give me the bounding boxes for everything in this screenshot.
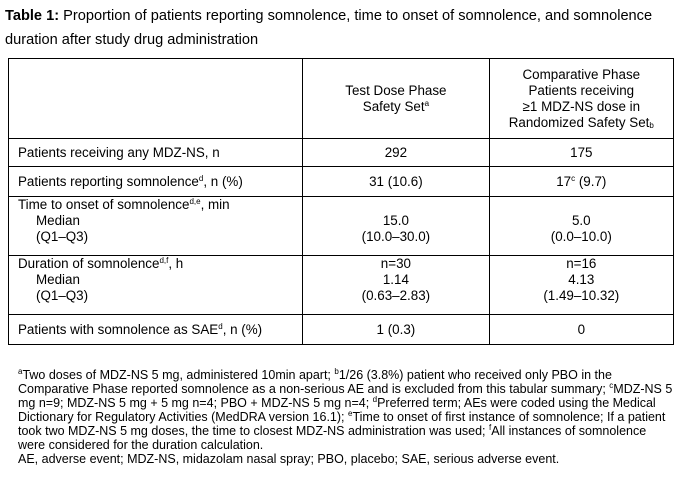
row-label-suffix: , n (%): [203, 173, 243, 189]
header-col3-line1: Comparative Phase: [522, 66, 641, 82]
table-row: [9, 256, 674, 315]
caption-label: Table 1:: [5, 8, 60, 24]
value-iqr: (0.0–10.0): [550, 229, 612, 244]
footnote-a: Two doses of MDZ-NS 5 mg, administered 10min apart;: [22, 368, 335, 382]
value-main: 17: [556, 173, 572, 189]
value-iqr: (10.0–30.0): [361, 229, 431, 244]
table-footnotes: [18, 368, 674, 466]
value-median: 5.0: [571, 213, 591, 228]
row-sublabel-iqr: (Q1–Q3): [36, 288, 89, 303]
footnote-d-marker: d: [372, 395, 378, 404]
row-label-suffix: , n (%): [222, 321, 263, 337]
row-label-suffix: , min: [200, 197, 230, 212]
value-iqr: (1.49–10.32): [543, 288, 620, 303]
value-iqr: (0.63–2.83): [361, 288, 431, 303]
row-sublabel-median: Median: [36, 272, 80, 287]
footnote-b: 1/26 (3.8%) patient who received only PBO in the Comparative Phase reported somnolence as a non-serious AE and is excluded from this tabular summary;: [18, 368, 612, 396]
row-label-text: Duration of somnolence: [18, 256, 160, 271]
table-row: [9, 315, 674, 345]
value-suffix: (9.7): [575, 173, 607, 189]
row-label-sup: d: [198, 173, 204, 183]
value-median: 4.13: [568, 272, 595, 287]
row-label-text: Patients with somnolence as SAE: [18, 321, 219, 337]
header-col3-sub: b: [649, 120, 654, 130]
row-label-suffix: , h: [168, 256, 184, 271]
value-blank: [490, 197, 673, 213]
row-value-test-dose: 1 (0.3): [303, 315, 489, 345]
header-col3-line2: Patients receiving: [528, 82, 635, 98]
row-value-test-dose: 31 (10.6): [303, 167, 489, 197]
header-col3-line4: Randomized Safety Set: [508, 114, 650, 130]
row-label: Patients receiving any MDZ-NS, n: [9, 139, 303, 167]
row-label-text: Time to onset of somnolence: [18, 197, 190, 212]
footnote-paragraph: [18, 368, 674, 452]
table-row: [9, 139, 674, 167]
row-label-sup: d,e: [189, 197, 201, 206]
value-sup: c: [571, 173, 576, 183]
header-col3-line4-wrap: [490, 115, 673, 131]
row-value-comparative: [489, 197, 673, 256]
footnote-c: MDZ-NS 5 mg n=9; MDZ-NS 5 mg + 5 mg n=4; PBO + MDZ-NS 5 mg n=4;: [18, 382, 673, 410]
footnote-f-marker: f: [489, 423, 492, 432]
header-col2-line2: Safety Set: [362, 98, 425, 114]
footnote-f: All instances of somnolence were considered for the duration calculation.: [18, 424, 647, 452]
header-test-dose-phase: [303, 59, 489, 139]
header-comparative-phase: [489, 59, 673, 139]
row-label-sup: d,f: [159, 256, 169, 265]
row-sublabel-iqr: (Q1–Q3): [36, 229, 89, 244]
header-col3-line3: ≥1 MDZ-NS dose in: [522, 98, 641, 114]
value-blank: [303, 197, 488, 213]
row-sublabel-median: Median: [36, 213, 80, 228]
header-col2-sup: a: [424, 98, 430, 108]
row-value-comparative: 175: [489, 139, 673, 167]
row-label-line: [18, 256, 302, 272]
footnote-c-marker: c: [609, 381, 614, 390]
row-label: [9, 197, 303, 256]
header-col2-line2-wrap: [303, 99, 488, 115]
row-label-line: [18, 197, 302, 213]
table-caption: [5, 4, 673, 52]
row-label-sup: d: [218, 321, 223, 331]
footnote-e-marker: e: [348, 409, 353, 418]
footnote-abbreviations: AE, adverse event; MDZ-NS, midazolam nasal spray; PBO, placebo; SAE, serious adverse event.: [18, 452, 560, 466]
caption-text: Proportion of patients reporting somnolence, time to onset of somnolence, and somnolence duration after study drug administration: [5, 8, 653, 48]
table-header-row: [9, 59, 674, 139]
footnote-b-marker: b: [334, 367, 339, 376]
value-median: 15.0: [382, 213, 409, 228]
table-row: [9, 197, 674, 256]
value-n: n=16: [566, 256, 597, 271]
footnote-d: Preferred term; AEs were coded using the Medical Dictionary for Regulatory Activities (MedDRA version 16.1);: [18, 396, 656, 424]
row-label: [9, 315, 303, 345]
header-empty-cell: [9, 59, 303, 139]
somnolence-table: [8, 58, 674, 345]
footnote-a-marker: a: [18, 367, 23, 376]
row-value-test-dose: [303, 197, 489, 256]
row-value-test-dose: 292: [303, 139, 489, 167]
row-label: [9, 167, 303, 197]
header-col2-line1: Test Dose Phase: [345, 82, 447, 98]
table-row: [9, 167, 674, 197]
row-value-comparative: [489, 256, 673, 315]
footnote-e: Time to onset of first instance of somnolence; If a patient took two MDZ-NS 5 mg doses, the time to closest MDZ-NS administration was used;: [18, 410, 666, 438]
row-label: [9, 256, 303, 315]
row-value-comparative: [489, 167, 673, 197]
value-n: n=30: [380, 256, 411, 271]
row-label-text: Patients reporting somnolence: [18, 173, 199, 189]
row-value-comparative: 0: [489, 315, 673, 345]
value-median: 1.14: [382, 272, 409, 287]
row-value-test-dose: [303, 256, 489, 315]
